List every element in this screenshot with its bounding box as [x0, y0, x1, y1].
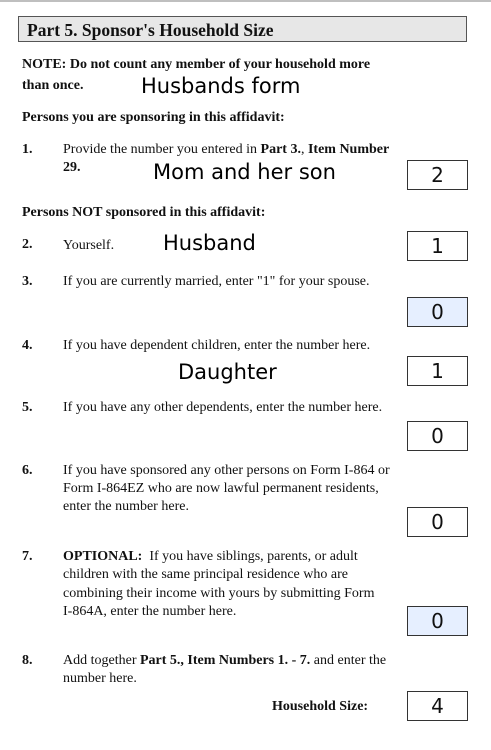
item-8-number: 8.	[22, 653, 33, 668]
item-8-text-line-1: Add together Part 5., Item Numbers 1. - 7. and enter the	[63, 653, 387, 668]
item-7-text-line-3: combining their income with yours by submitting Form	[63, 586, 375, 601]
item-2-field[interactable]: 1	[407, 231, 468, 261]
item-6-text-line-3: enter the number here.	[63, 499, 189, 514]
note-line-2: than once.	[22, 78, 84, 93]
item-7-number: 7.	[22, 549, 33, 564]
top-divider	[0, 0, 491, 2]
item-2-number: 2.	[22, 237, 33, 252]
item-5-number: 5.	[22, 400, 33, 415]
item-4-field[interactable]: 1	[407, 356, 468, 386]
section-sponsored-heading: Persons you are sponsoring in this affidavit:	[22, 110, 285, 125]
handwritten-item-4: Daughter	[178, 360, 277, 384]
item-6-field[interactable]: 0	[407, 507, 468, 537]
item-6-text-line-1: If you have sponsored any other persons on Form I-864 or	[63, 463, 390, 478]
household-size-field[interactable]: 4	[407, 691, 468, 721]
item-1-field[interactable]: 2	[407, 160, 468, 190]
item-7-text-line-1: OPTIONAL: If you have siblings, parents, or adult	[63, 549, 358, 564]
item-8-text-line-2: number here.	[63, 671, 137, 686]
item-7-text-line-2: children with the same principal residence who are	[63, 567, 348, 582]
item-5-field[interactable]: 0	[407, 421, 468, 451]
handwritten-item-1: Mom and her son	[153, 160, 336, 184]
note-line-1: NOTE: Do not count any member of your household more	[22, 57, 371, 72]
item-7-field[interactable]: 0	[407, 606, 468, 636]
item-7-text-line-4: I-864A, enter the number here.	[63, 604, 237, 619]
item-1-text-line-2: 29.	[63, 160, 81, 175]
item-3-number: 3.	[22, 274, 33, 289]
item-3-field[interactable]: 0	[407, 297, 468, 327]
section-header	[18, 16, 467, 42]
item-5-text: If you have any other dependents, enter the number here.	[63, 400, 383, 415]
handwritten-note: Husbands form	[141, 74, 301, 98]
handwritten-item-2: Husband	[163, 231, 256, 255]
household-size-label: Household Size:	[272, 699, 369, 714]
section-title: Part 5. Sponsor's Household Size	[27, 20, 274, 40]
item-6-text-line-2: Form I-864EZ who are now lawful permanent residents,	[63, 481, 379, 496]
item-1-text: Provide the number you entered in Part 3., Item Number	[63, 142, 390, 157]
item-4-number: 4.	[22, 338, 33, 353]
item-6-number: 6.	[22, 463, 33, 478]
section-not-sponsored-heading: Persons NOT sponsored in this affidavit:	[22, 205, 266, 220]
item-3-text: If you are currently married, enter "1" for your spouse.	[63, 274, 370, 289]
item-2-text: Yourself.	[63, 238, 115, 253]
item-4-text: If you have dependent children, enter the number here.	[63, 338, 371, 353]
item-1-number: 1.	[22, 142, 33, 157]
